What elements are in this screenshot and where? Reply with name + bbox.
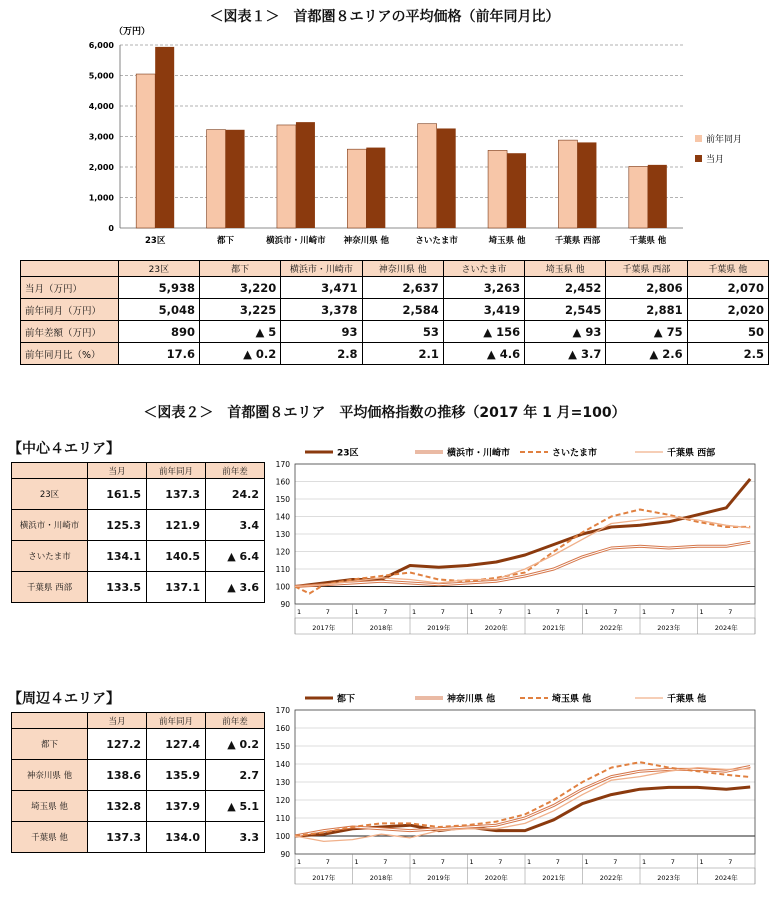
x-tick-label: 7 [440,608,445,616]
y-tick-label: 170 [275,460,290,469]
y-tick-label: 150 [275,742,290,751]
col-header: 千葉県 西部 [606,261,687,277]
table-cell: ▲ 0.2 [200,343,281,365]
y-tick-label: 90 [280,600,290,609]
col-header: 前年差 [206,713,265,729]
bar [296,122,315,228]
bar [366,148,385,228]
x-tick-label: 7 [555,858,560,866]
x-tick-label: 1 [642,608,647,616]
col-header: 埼玉県 他 [525,261,606,277]
table-cell: 50 [687,321,768,343]
series-line [295,762,750,836]
table-row [21,277,769,299]
x-tick-label: 埼玉県 他 [488,236,526,246]
x-tick-label: 7 [498,858,503,866]
bar [277,125,296,228]
row-label: 前年同月比（%） [21,343,119,365]
x-tick-label: 1 [584,608,589,616]
y-tick-label: 160 [275,477,290,487]
table-cell: 3.4 [206,510,265,541]
legend-label: 横浜市・川崎市 [447,448,511,459]
col-header: 23区 [118,261,199,277]
corner-cell [12,713,88,729]
year-label: 2017年 [312,874,336,882]
table-cell: 2.7 [206,760,265,791]
bar [347,149,366,228]
corner-cell [21,261,119,277]
table-cell: 134.0 [147,822,206,853]
table-cell: ▲ 156 [443,321,524,343]
table-cell: 161.5 [88,479,147,510]
col-header: 当月 [88,713,147,729]
row-label: 横浜市・川崎市 [12,510,88,541]
bar [437,128,456,228]
bar [136,74,155,228]
row-label: 千葉県 他 [12,822,88,853]
y-tick-label: 1,000 [88,193,114,203]
table-cell: 2.1 [362,343,443,365]
bar [207,130,226,228]
table-cell: 133.5 [88,572,147,603]
table-cell: 3,378 [281,299,362,321]
table-cell: 127.2 [88,729,147,760]
bar [507,153,526,228]
y-tick-label: 120 [275,796,290,805]
table-cell: 3,419 [443,299,524,321]
year-label: 2019年 [427,624,451,632]
x-tick-label: 神奈川県 他 [343,236,390,246]
series-line [295,767,750,837]
bar [155,47,174,228]
table-cell: 3,471 [281,277,362,299]
price-table [20,260,769,365]
x-tick-label: 1 [699,858,704,866]
year-label: 2022年 [599,624,623,632]
table-cell: 3.3 [206,822,265,853]
table-cell: 132.8 [88,791,147,822]
year-label: 2017年 [312,624,336,632]
table-cell: 2,806 [606,277,687,299]
year-label: 2020年 [484,874,508,882]
table-cell: 93 [281,321,362,343]
legend-label: さいたま市 [552,448,598,459]
table-row [12,479,265,510]
col-header: 前年差 [206,463,265,479]
year-label: 2018年 [369,874,393,882]
table-cell: 2,020 [687,299,768,321]
table-row [12,791,265,822]
fig1-title: ＜図表１＞ 首都圏８エリアの平均価格（前年同月比） [209,9,560,25]
y-tick-label: 6,000 [88,41,114,50]
table-cell: 121.9 [147,510,206,541]
bar [629,166,648,228]
table-row [12,510,265,541]
table-cell: 2,881 [606,299,687,321]
col-header: 当月 [88,463,147,479]
col-header: 横浜市・川崎市 [281,261,362,277]
table-cell: 127.4 [147,729,206,760]
table-cell: 2,452 [525,277,606,299]
row-label: 前年同月（万円） [21,299,119,321]
row-label: 当月（万円） [21,277,119,299]
table-cell: 2,584 [362,299,443,321]
year-label: 2022年 [599,874,623,882]
x-tick-label: 23区 [145,236,166,246]
table-cell: ▲ 3.6 [206,572,265,603]
col-header: 都下 [200,261,281,277]
table-cell: 2,070 [687,277,768,299]
legend-label: 23区 [337,448,359,459]
table-cell: 137.1 [147,572,206,603]
table-cell: 2.5 [687,343,768,365]
x-tick-label: 1 [584,858,589,866]
table-cell: ▲ 5 [200,321,281,343]
y-tick-label: 100 [275,832,290,841]
row-label: 千葉県 西部 [12,572,88,603]
y-tick-label: 120 [275,547,290,557]
table-cell: 5,938 [118,277,199,299]
x-tick-label: 1 [527,858,532,866]
bar [418,124,437,228]
table-cell: ▲ 75 [606,321,687,343]
table-cell: 2,637 [362,277,443,299]
index-table-peripheral [11,712,265,853]
x-tick-label: 7 [728,858,733,866]
table-cell: 134.1 [88,541,147,572]
legend-label: 神奈川県 他 [447,694,496,705]
y-tick-label: 110 [275,814,290,823]
x-tick-label: 1 [297,608,302,616]
y-tick-label: 0 [108,224,114,233]
x-tick-label: 千葉県 他 [629,236,667,246]
x-tick-label: 7 [498,608,503,616]
year-label: 2021年 [542,624,566,632]
y-tick-label: 130 [275,530,290,539]
table-cell: ▲ 2.6 [606,343,687,365]
table-cell: 137.3 [147,479,206,510]
legend-label: 前年同月 [706,135,743,145]
year-label: 2019年 [427,874,451,882]
x-tick-label: 7 [613,608,618,616]
x-tick-label: 7 [555,608,560,616]
year-label: 2024年 [714,874,738,882]
x-tick-label: 7 [613,858,618,866]
x-tick-label: 1 [297,858,302,866]
section-title-peripheral: 【周辺４エリア】 [8,691,120,707]
table-row [21,343,769,365]
x-tick-label: 7 [670,858,675,866]
bar-chart [0,22,769,252]
y-tick-label: 160 [275,724,290,733]
table-cell: 3,220 [200,277,281,299]
section-title-central: 【中心４エリア】 [8,441,120,457]
y-tick-label: 170 [275,706,290,715]
x-tick-label: 1 [354,608,359,616]
x-tick-label: 7 [728,608,733,616]
line-chart-central [265,442,765,642]
year-label: 2023年 [657,624,681,632]
table-row [21,321,769,343]
table-row [12,822,265,853]
y-tick-label: 90 [280,850,290,859]
y-tick-label: 4,000 [88,102,114,111]
y-tick-label: 5,000 [88,71,114,81]
y-tick-label: 2,000 [88,163,114,172]
x-tick-label: 7 [383,858,388,866]
x-tick-label: 都下 [217,236,235,246]
x-tick-label: 1 [354,858,359,866]
legend-swatch [695,135,702,142]
table-cell: 2.8 [281,343,362,365]
x-tick-label: 7 [440,858,445,866]
x-tick-label: さいたま市 [415,236,458,246]
legend-swatch [695,155,702,162]
x-tick-label: 横浜市・川崎市 [266,236,326,246]
table-cell: 3,263 [443,277,524,299]
year-label: 2018年 [369,624,393,632]
x-tick-label: 1 [412,608,417,616]
row-label: さいたま市 [12,541,88,572]
col-header: さいたま市 [443,261,524,277]
series-line-inner [295,767,750,837]
table-cell: 140.5 [147,541,206,572]
row-label: 23区 [12,479,88,510]
table-cell: 137.3 [88,822,147,853]
x-tick-label: 7 [383,608,388,616]
bar [488,150,507,228]
row-label: 埼玉県 他 [12,791,88,822]
y-tick-label: 100 [275,582,290,592]
table-cell: 890 [118,321,199,343]
table-cell: 24.2 [206,479,265,510]
table-cell: ▲ 3.7 [525,343,606,365]
table-cell: ▲ 0.2 [206,729,265,760]
x-tick-label: 1 [527,608,532,616]
table-cell: ▲ 4.6 [443,343,524,365]
fig2-title: ＜図表２＞ 首都圏８エリア 平均価格指数の推移（2017 年 1 月=100） [143,405,626,421]
legend-label: 千葉県 西部 [667,448,716,459]
y-tick-label: 140 [275,760,290,769]
x-tick-label: 1 [412,858,417,866]
table-cell: 53 [362,321,443,343]
table-cell: ▲ 5.1 [206,791,265,822]
year-label: 2024年 [714,624,738,632]
table-row [12,572,265,603]
table-row [12,541,265,572]
table-cell: 138.6 [88,760,147,791]
y-unit-label: （万円） [113,27,151,37]
y-tick-label: 140 [275,512,290,522]
bar [226,130,245,228]
x-tick-label: 1 [469,858,474,866]
table-row [21,299,769,321]
table-row [12,760,265,791]
x-tick-label: 7 [325,858,330,866]
year-label: 2023年 [657,874,681,882]
legend-label: 千葉県 他 [667,694,707,705]
x-tick-label: 1 [642,858,647,866]
table-cell: ▲ 93 [525,321,606,343]
table-cell: ▲ 6.4 [206,541,265,572]
col-header: 千葉県 他 [687,261,768,277]
table-cell: 125.3 [88,510,147,541]
col-header: 前年同月 [147,713,206,729]
table-cell: 137.9 [147,791,206,822]
line-chart-peripheral [265,688,765,893]
row-label: 前年差額（万円） [21,321,119,343]
legend-label: 当月 [706,155,725,165]
table-cell: 17.6 [118,343,199,365]
y-tick-label: 3,000 [88,132,114,142]
x-tick-label: 1 [469,608,474,616]
y-tick-label: 110 [275,565,290,574]
table-row [12,729,265,760]
table-cell: 2,545 [525,299,606,321]
year-label: 2020年 [484,624,508,632]
col-header: 神奈川県 他 [362,261,443,277]
index-table-central [11,462,265,603]
x-tick-label: 千葉県 西部 [554,236,601,246]
legend-label: 埼玉県 他 [552,694,592,705]
table-cell: 135.9 [147,760,206,791]
corner-cell [12,463,88,479]
bar [648,165,667,228]
y-tick-label: 130 [275,778,290,787]
row-label: 都下 [12,729,88,760]
legend-label: 都下 [337,694,356,705]
x-tick-label: 7 [670,608,675,616]
year-label: 2021年 [542,874,566,882]
col-header: 前年同月 [147,463,206,479]
row-label: 神奈川県 他 [12,760,88,791]
x-tick-label: 1 [699,608,704,616]
table-cell: 3,225 [200,299,281,321]
table-cell: 5,048 [118,299,199,321]
y-tick-label: 150 [275,495,290,504]
x-tick-label: 7 [325,608,330,616]
bar [577,142,596,228]
bar [558,140,577,228]
